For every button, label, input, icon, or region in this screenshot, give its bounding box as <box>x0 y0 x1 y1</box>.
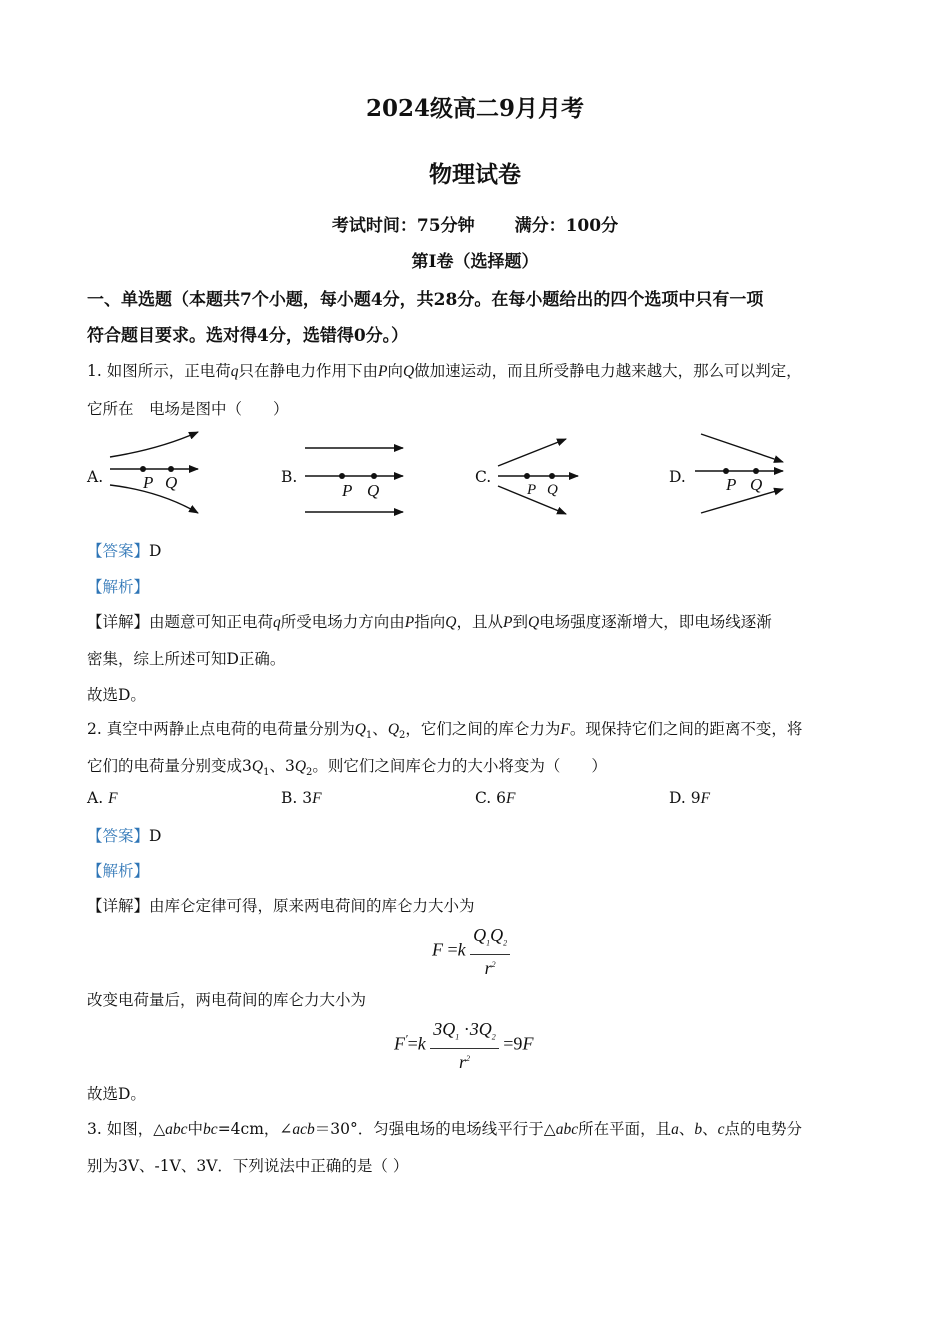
diagram-a-line-bottom <box>110 485 198 513</box>
coulomb-equation-original: F =k $\frac{Q_1Q_2}{r^2}$ <box>432 925 510 978</box>
exam-time: 考试时间：75分钟 <box>331 216 475 236</box>
q2-middle-text: 改变电荷量后，两电荷间的库仑力大小为 <box>87 991 367 1009</box>
answer-tag: 【答案】 <box>87 827 150 845</box>
diagram-b <box>305 448 403 512</box>
diagram-c <box>498 439 578 514</box>
q1-option-b-label: B. <box>281 468 298 486</box>
diagram-b-label-p: P <box>342 481 353 500</box>
section-heading-line2: 符合题目要求。选对得4分，选错得0分。） <box>87 326 409 346</box>
diagram-a-label-q: Q <box>165 473 178 492</box>
q3-stem-line2: 别为3V、-1V、3V．下列说法中正确的是（ ） <box>87 1157 409 1175</box>
diagram-d <box>695 434 783 513</box>
diagram-d-line-top <box>701 434 783 462</box>
diagram-a-line-top <box>110 432 198 457</box>
coulomb-equation-modified: F′=k $\frac{3Q_1 \cdot 3Q_2}{r^2}$ =9F <box>394 1019 534 1072</box>
section-heading-line1: 一、单选题（本题共7个小题，每小题4分，共28分。在每小题给出的四个选项中只有一项 <box>87 290 764 310</box>
q3-stem-line1: 3. 如图，△abc中bc=4cm，∠acb＝30°．匀强电场的电场线平行于△abc所在平面，且a、b、c点的电势分 <box>87 1120 803 1138</box>
diagram-c-label-p: P <box>527 482 537 498</box>
exam-info <box>0 211 950 236</box>
diagram-d-label-p: P <box>726 475 737 494</box>
diagram-b-point-q <box>371 473 377 479</box>
exam-title: 2024级高二9月月考 <box>365 95 585 122</box>
q2-stem-line2: 它们的电荷量分别变成$3Q_1$、$3Q_2$。则它们之间库仑力的大小将变为（ ） <box>87 757 607 779</box>
diagram-a <box>110 432 198 513</box>
q2-option-c: C. 6F <box>475 789 516 807</box>
diagram-b-label-q: Q <box>367 481 380 500</box>
diagram-c-line-top <box>498 439 566 466</box>
q2-option-b: B. 3F <box>281 789 322 807</box>
diagram-d-point-q <box>753 468 759 474</box>
q1-conclusion: 故选D。 <box>87 686 146 704</box>
q1-detail-line2: 密集，综上所述可知D正确。 <box>87 650 286 668</box>
q1-option-c-label: C. <box>475 468 492 486</box>
q1-stem-line2: 它所在 电场是图中（ ） <box>87 400 289 418</box>
diagram-c-point-q <box>549 473 555 479</box>
q1-field-diagrams <box>0 425 950 525</box>
q2-conclusion: 故选D。 <box>87 1085 146 1103</box>
q1-analysis-tag: 【解析】 <box>87 578 150 596</box>
diagram-d-line-bottom <box>701 489 783 513</box>
volume-title: 第I卷（选择题） <box>411 252 539 272</box>
q2-stem-line1: 2. 真空中两静止点电荷的电荷量分别为$Q_1$、$Q_2$，它们之间的库仑力为F。现保持它们之间的距离不变，将 <box>87 720 803 742</box>
diagram-b-point-p <box>339 473 345 479</box>
q2-analysis-tag: 【解析】 <box>87 862 150 880</box>
subject-title: 物理试卷 <box>429 161 521 188</box>
diagram-d-label-q: Q <box>750 475 763 494</box>
diagram-a-label-p: P <box>143 473 154 492</box>
diagram-a-point-q <box>168 466 174 472</box>
diagram-c-point-p <box>524 473 530 479</box>
answer-tag: 【答案】 <box>87 542 150 560</box>
q2-option-d: D. 9F <box>669 789 711 807</box>
diagram-d-point-p <box>723 468 729 474</box>
q1-detail-line1: 【详解】由题意可知正电荷q所受电场力方向由P指向Q，且从P到Q电场强度逐渐增大，即电场线逐渐 <box>87 613 772 631</box>
q1-stem-line1: 1. 如图所示，正电荷q只在静电力作用下由P向Q做加速运动，而且所受静电力越来越大，那么可以判定， <box>87 362 802 380</box>
q2-answer: 【答案】D <box>87 827 162 845</box>
diagram-c-label-q: Q <box>547 482 558 498</box>
full-score: 满分：100分 <box>514 216 619 236</box>
q2-option-a: A. F <box>87 789 118 807</box>
q1-answer: 【答案】D <box>87 542 162 560</box>
q1-option-d-label: D. <box>669 468 686 486</box>
diagram-a-point-p <box>140 466 146 472</box>
q1-option-a-label: A. <box>87 468 104 486</box>
q2-detail: 【详解】由库仑定律可得，原来两电荷间的库仑力大小为 <box>87 897 475 915</box>
